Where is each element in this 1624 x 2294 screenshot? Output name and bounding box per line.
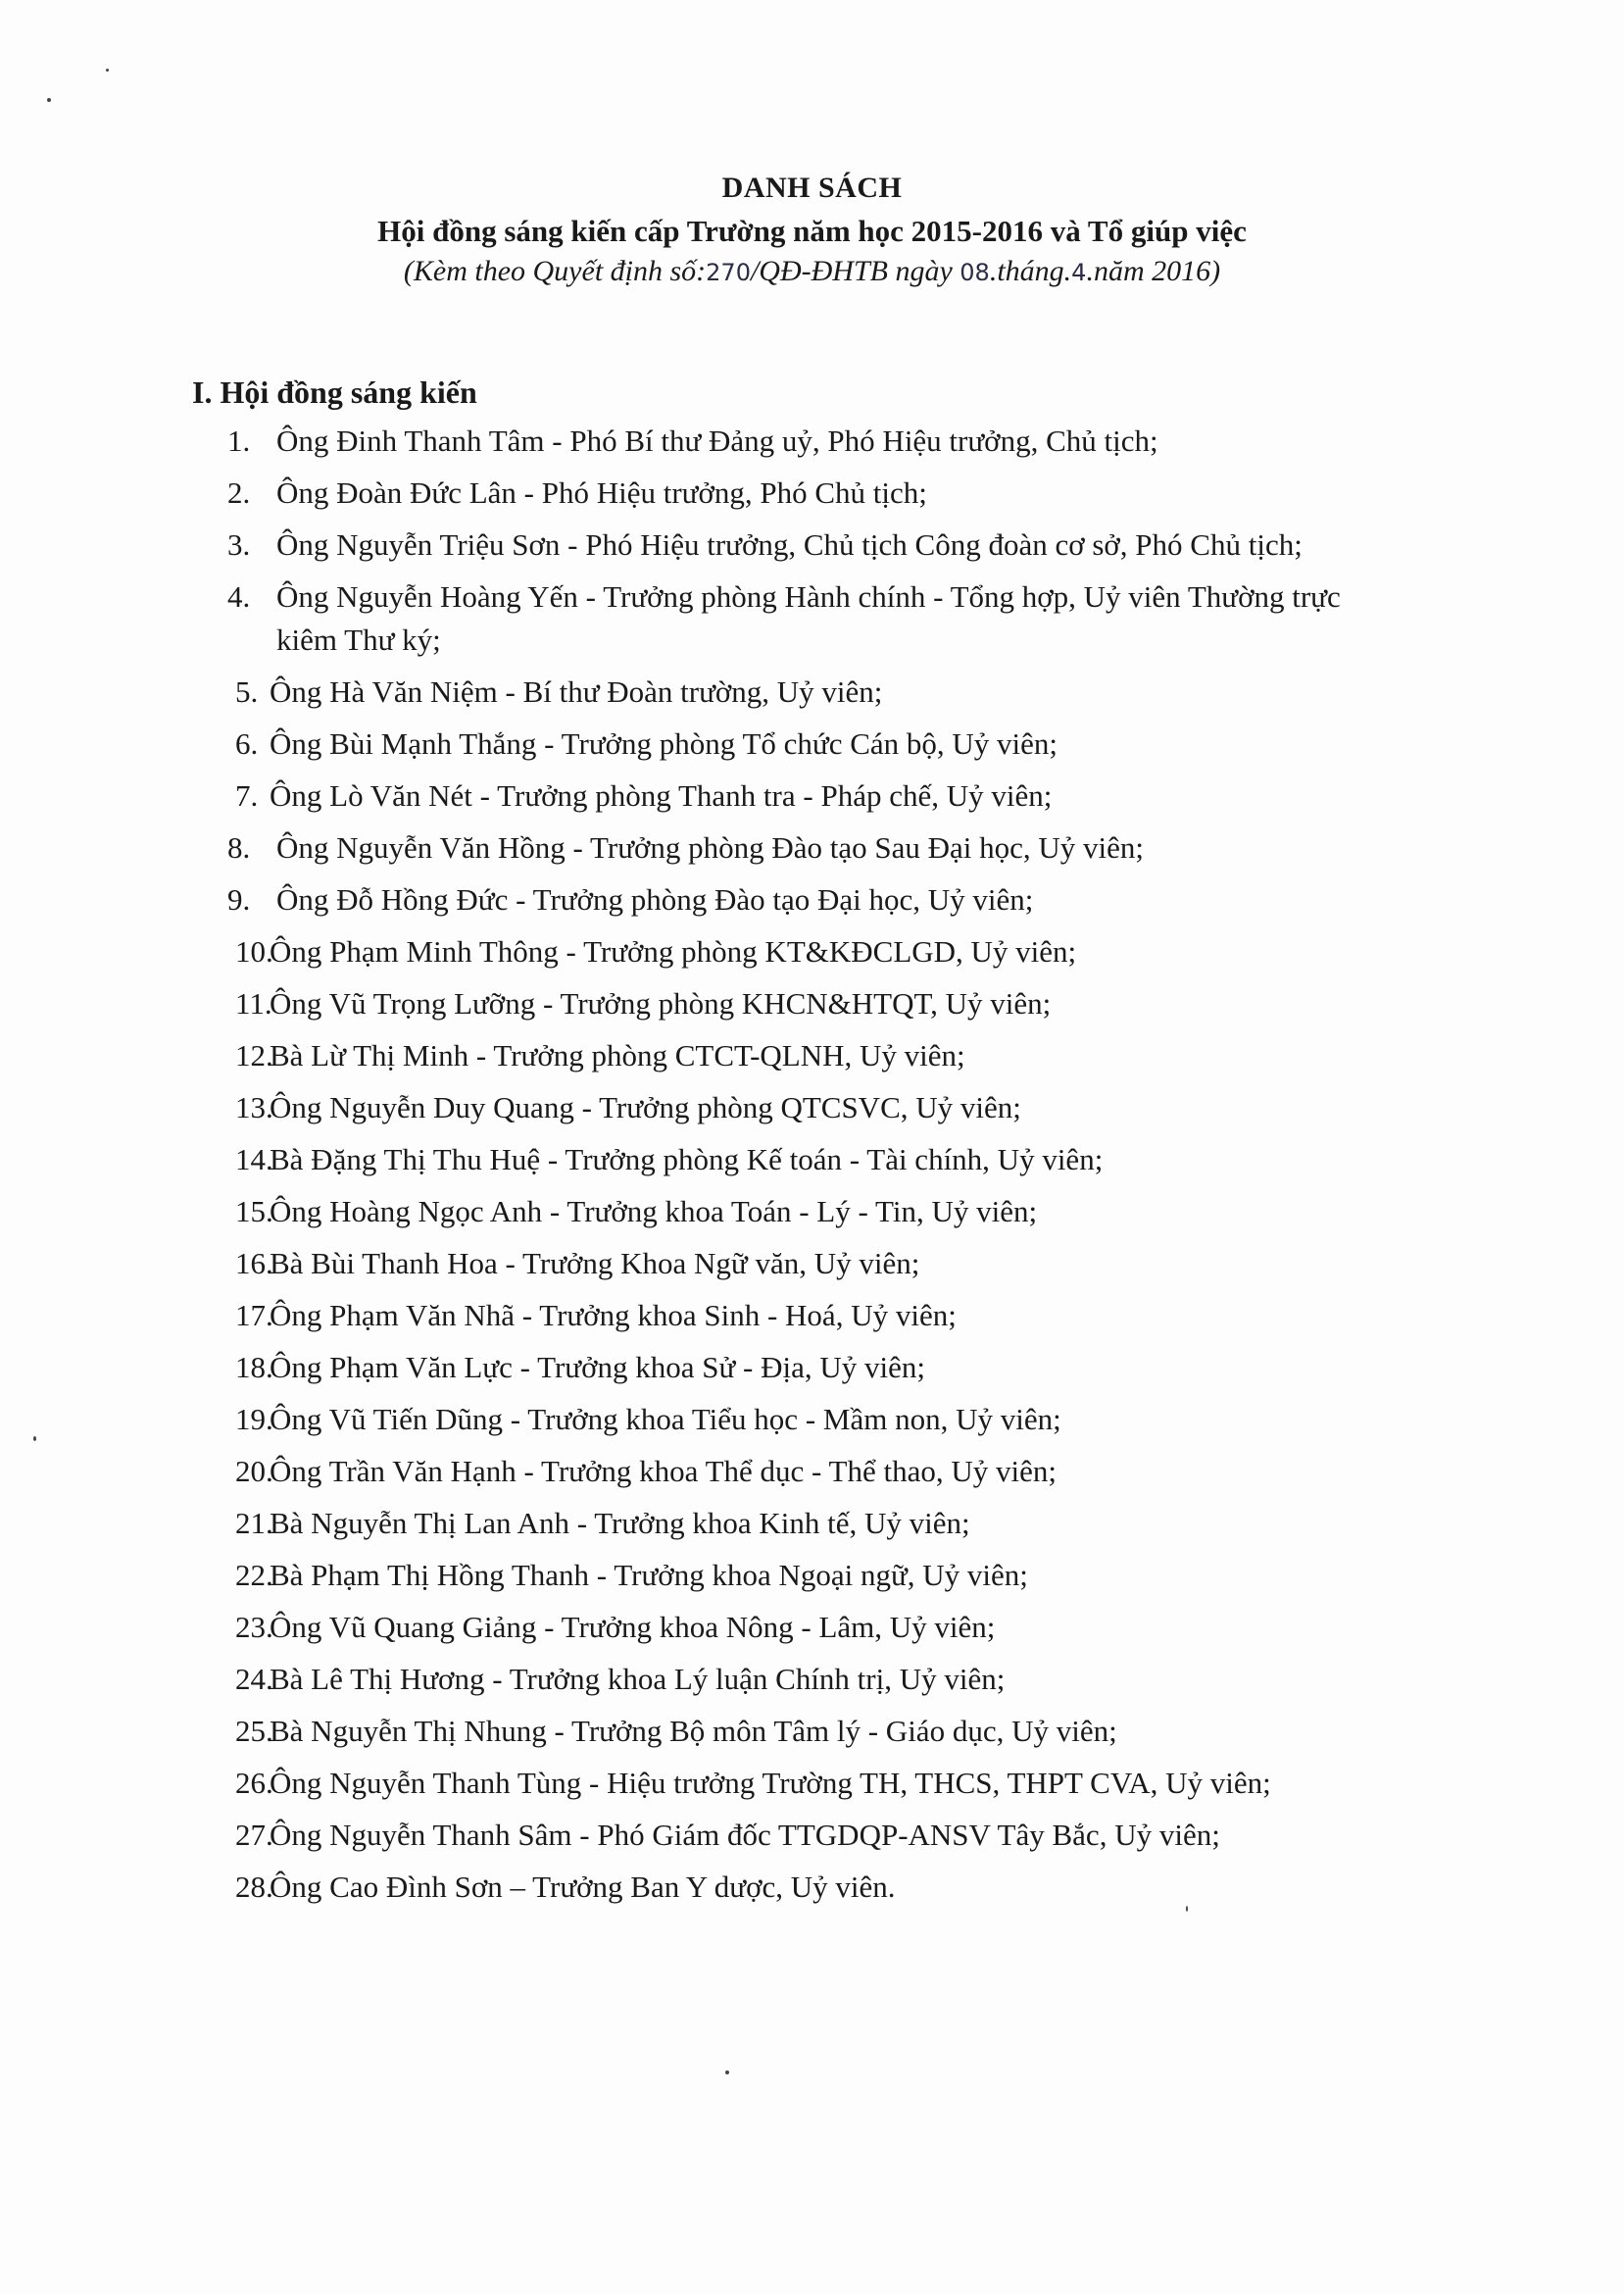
item-text: Ông Phạm Văn Nhã - Trưởng khoa Sinh - Hoá, Uỷ viên; [270,1298,957,1332]
decision-month: 4 [1071,259,1087,286]
item-text: Ông Đỗ Hồng Đức - Trưởng phòng Đào tạo Đại học, Uỷ viên; [276,882,1034,917]
item-text: Ông Lò Văn Nét - Trưởng phòng Thanh tra - Pháp chế, Uỷ viên; [270,778,1053,813]
item-text: Bà Nguyễn Thị Nhung - Trưởng Bộ môn Tâm lý - Giáo dục, Uỷ viên; [270,1714,1117,1748]
item-text: Ông Cao Đình Sơn – Trưởng Ban Y dược, Uỷ viên. [270,1870,896,1904]
item-number: 16. [235,1246,273,1280]
item-text: Bà Đặng Thị Thu Huệ - Trưởng phòng Kế toán - Tài chính, Uỷ viên; [270,1142,1104,1176]
item-text: Ông Nguyễn Thanh Tùng - Hiệu trưởng Trường TH, THCS, THPT CVA, Uỷ viên; [270,1766,1271,1800]
item-number: 26. [235,1766,273,1800]
scan-speck [33,1436,36,1441]
item-number: 10. [235,934,273,969]
item-number: 7. [235,778,259,813]
decision-suffix: .năm 2016) [1086,255,1221,287]
item-number: 20. [235,1454,273,1488]
scan-speck [1186,1906,1188,1912]
item-number: 18. [235,1350,273,1384]
section-heading: I. Hội đồng sáng kiến [192,374,477,410]
item-text: Ông Nguyễn Văn Hồng - Trưởng phòng Đào tạo Sau Đại học, Uỷ viên; [276,830,1145,865]
item-text: Ông Trần Văn Hạnh - Trưởng khoa Thể dục - Thể thao, Uỷ viên; [270,1454,1057,1488]
item-number: 28. [235,1870,273,1904]
item-text: Ông Vũ Tiến Dũng - Trưởng khoa Tiểu học - Mầm non, Uỷ viên; [270,1402,1061,1436]
item-number: 12. [235,1038,273,1072]
item-text: Ông Vũ Quang Giảng - Trưởng khoa Nông - Lâm, Uỷ viên; [270,1610,996,1644]
item-text: Ông Vũ Trọng Lưỡng - Trưởng phòng KHCN&HTQT, Uỷ viên; [270,986,1052,1021]
item-number: 17. [235,1298,273,1332]
decision-reference [0,255,1624,288]
item-text: Bà Bùi Thanh Hoa - Trưởng Khoa Ngữ văn, Uỷ viên; [270,1246,920,1280]
item-number: 14. [235,1142,273,1176]
item-text: Ông Nguyễn Duy Quang - Trưởng phòng QTCSVC, Uỷ viên; [270,1090,1021,1124]
decision-number: 270 [706,259,751,286]
scan-speck [725,2070,729,2074]
item-number: 19. [235,1402,273,1436]
item-number: 6. [235,726,259,761]
item-text: Ông Nguyễn Triệu Sơn - Phó Hiệu trưởng, Chủ tịch Công đoàn cơ sở, Phó Chủ tịch; [276,527,1303,562]
item-number: 4. [227,579,251,614]
item-number: 11. [235,986,272,1021]
item-text: Ông Phạm Văn Lực - Trưởng khoa Sử - Địa, Uỷ viên; [270,1350,925,1384]
item-number: 13. [235,1090,273,1124]
decision-prefix: (Kèm theo Quyết định số: [403,255,707,287]
item-number: 2. [227,475,251,510]
item-text: Ông Hà Văn Niệm - Bí thư Đoàn trường, Uỷ viên; [270,674,883,709]
item-text: Bà Nguyễn Thị Lan Anh - Trưởng khoa Kinh tế, Uỷ viên; [270,1506,970,1540]
item-number: 25. [235,1714,273,1748]
item-number: 24. [235,1662,273,1696]
item-number: 5. [235,674,259,709]
item-text: Bà Phạm Thị Hồng Thanh - Trưởng khoa Ngoại ngữ, Uỷ viên; [270,1558,1028,1592]
item-text: Ông Phạm Minh Thông - Trưởng phòng KT&KĐCLGD, Uỷ viên; [270,934,1077,969]
scan-speck [106,69,109,72]
item-number: 22. [235,1558,273,1592]
decision-day: 08 [960,259,990,286]
document-title: DANH SÁCH [721,172,903,204]
item-text: Ông Nguyễn Thanh Sâm - Phó Giám đốc TTGDQP-ANSV Tây Bắc, Uỷ viên; [270,1818,1220,1852]
item-text: Bà Lê Thị Hương - Trưởng khoa Lý luận Chính trị, Uỷ viên; [270,1662,1006,1696]
item-text: Ông Hoàng Ngọc Anh - Trưởng khoa Toán - Lý - Tin, Uỷ viên; [270,1194,1038,1228]
document-subtitle: Hội đồng sáng kiến cấp Trường năm học 2015-2016 và Tổ giúp việc [377,214,1247,248]
item-number: 15. [235,1194,273,1228]
item-text: Ông Đoàn Đức Lân - Phó Hiệu trưởng, Phó Chủ tịch; [276,475,927,510]
item-text: Bà Lừ Thị Minh - Trưởng phòng CTCT-QLNH, Uỷ viên; [270,1038,965,1072]
decision-month-label: .tháng. [989,255,1072,287]
decision-mid: /QĐ-ĐHTB ngày [750,255,960,287]
item-number: 21. [235,1506,273,1540]
item-number: 23. [235,1610,273,1644]
scan-speck [47,98,51,102]
item-number: 8. [227,830,251,865]
item-number: 3. [227,527,251,562]
item-text: Ông Bùi Mạnh Thắng - Trưởng phòng Tổ chức Cán bộ, Uỷ viên; [270,726,1058,761]
item-number: 27. [235,1818,273,1852]
item-number: 1. [227,424,251,458]
item-number: 9. [227,882,251,917]
item-text: Ông Nguyễn Hoàng Yến - Trưởng phòng Hành chính - Tổng hợp, Uỷ viên Thường trực kiêm Thư ký; [276,579,1341,657]
item-text: Ông Đinh Thanh Tâm - Phó Bí thư Đảng uỷ, Phó Hiệu trưởng, Chủ tịch; [276,424,1158,458]
